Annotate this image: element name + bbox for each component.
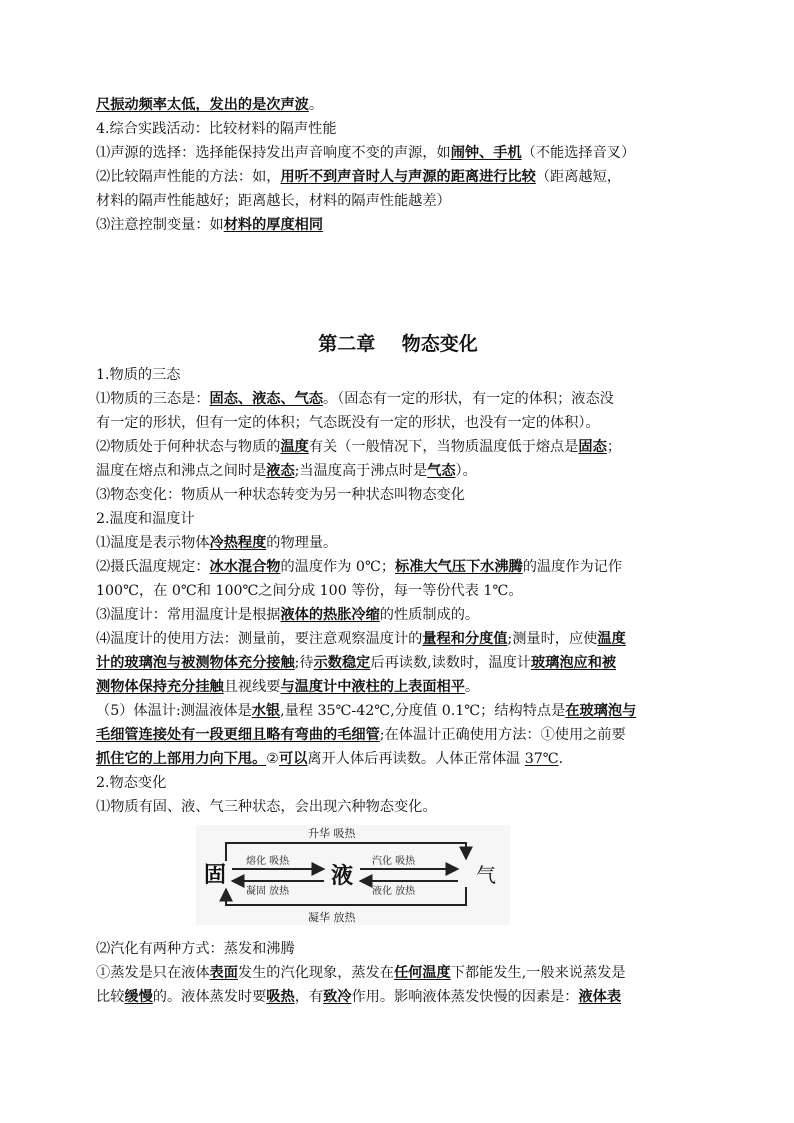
section-heading: 4.综合实践活动：比较材料的隔声性能 <box>96 121 337 137</box>
section-heading: 1.物质的三态 <box>96 367 181 383</box>
condensation-label: 液化 放热 <box>372 886 416 897</box>
text-line: ⑵物质处于何种状态与物质的温度有关（一般情况下，当物质温度低于熔点是固态； <box>96 439 622 455</box>
solid-label: 固 <box>204 863 227 888</box>
text-line: ⑴物质有固、液、气三种状态，会出现六种物态变化。 <box>96 799 437 815</box>
deposition-label: 凝华 放热 <box>308 911 356 924</box>
text-line: （5）体温计:测温液体是水银,量程 35℃-42℃,分度值 0.1℃；结构特点是在玻璃泡与 <box>96 703 637 719</box>
text-line: 尺振动频率太低，发出的是次声波。 <box>96 97 324 113</box>
text-line: 有一定的形状，但有一定的体积；气态既没有一定的形状，也没有一定的体积）。 <box>96 415 600 431</box>
phase-change-diagram <box>196 825 510 925</box>
text-line: ⑵比较隔声性能的方法：如，用听不到声音时人与声源的距离进行比较（距离越短， <box>96 169 621 185</box>
text-line: ①蒸发是只在液体表面发生的汽化现象，蒸发在任何温度下都能发生,一般来说蒸发是 <box>96 965 626 981</box>
text-line: 材料的隔声性能越好；距离越长，材料的隔声性能越差） <box>96 193 451 209</box>
melting-label: 熔化 吸热 <box>246 856 290 867</box>
text-line: ⑴温度是表示物体冷热程度的物理量。 <box>96 535 338 551</box>
text-line: 100℃，在 0℃和 100℃之间分成 100 等份，每一等份代表 1℃。 <box>96 583 523 599</box>
liquid-label: 液 <box>331 864 354 889</box>
spacer <box>96 237 700 321</box>
section-heading: 2.物态变化 <box>96 775 167 791</box>
text-line: ⑵汽化有两种方式：蒸发和沸腾 <box>96 941 295 957</box>
text-line: ⑶注意控制变量：如材料的厚度相同 <box>96 217 324 233</box>
phase-change-svg <box>196 825 510 925</box>
freezing-label: 凝固 放热 <box>246 886 290 897</box>
text-line: ⑷温度计的使用方法：测量前，要注意观察温度计的量程和分度值;测量时，应使温度 <box>96 631 626 647</box>
text-line: ⑶物态变化：物质从一种状态转变为另一种状态叫物态变化 <box>96 487 465 503</box>
text-line: ⑵摄氏温度规定：冰水混合物的温度作为 0℃；标准大气压下水沸腾的温度作为记作 <box>96 559 623 575</box>
document-page <box>96 93 700 1009</box>
sublimation-label: 升华 吸热 <box>308 827 356 840</box>
text-line: ⑴声源的选择：选择能保持发出声音响度不变的声源，如闹钟、手机（不能选择音叉） <box>96 145 636 161</box>
text-line: 温度在熔点和沸点之间时是液态;当温度高于沸点时是气态）。 <box>96 463 477 479</box>
section-heading: 2.温度和温度计 <box>96 511 195 527</box>
text-line: ⑴物质的三态是：固态、液态、气态。（固态有一定的形状，有一定的体积；液态没 <box>96 391 614 407</box>
text-line: ⑶温度计：常用温度计是根据液体的热胀冷缩的性质制成的。 <box>96 607 480 623</box>
text-line: 测物体保持充分挂触且视线要与温度计中液柱的上表面相平。 <box>96 679 480 695</box>
text-line: 比较缓慢的。液体蒸发时要吸热，有致冷作用。影响液体蒸发快慢的因素是：液体表 <box>96 989 622 1005</box>
gas-label: 气 <box>476 863 496 887</box>
chapter-title: 第二章 物态变化 <box>318 333 478 355</box>
text-line: 计的玻璃泡与被测物体充分接触;待示数稳定后再读数,读数时，温度计玻璃泡应和被 <box>96 655 617 671</box>
vaporization-label: 汽化 吸热 <box>372 856 416 867</box>
text-line: 抓住它的上部用力向下甩。②可以离开人体后再读数。人体正常体温 37℃. <box>96 751 564 767</box>
text-line: 毛细管连接处有一段更细且略有弯曲的毛细管;在体温计正确使用方法：①使用之前要 <box>96 727 626 743</box>
